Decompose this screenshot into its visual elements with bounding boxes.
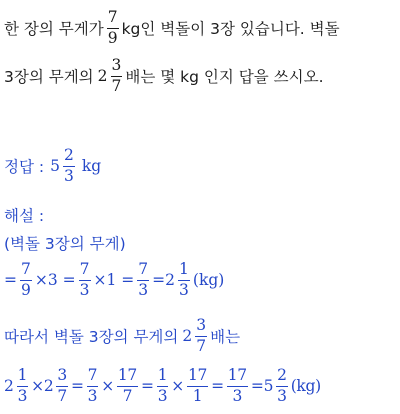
equation-1-result: 2 $\frac{1}{3}$ xyxy=(165,260,189,299)
line-3-mixed-number: 2 $\frac{3}{7}$ xyxy=(182,316,207,355)
answer-value: 5 $\frac{2}{3}$ xyxy=(50,146,74,185)
answer-label: 정답 : xyxy=(4,158,45,176)
solution-subheading-line xyxy=(4,232,126,254)
solution-line-3: 따라서 벽돌 3장의 무게의 2 $\frac{3}{7}$ 배는 xyxy=(4,316,241,355)
problem-line-2 xyxy=(4,58,324,94)
solution-subheading: (벽돌 3장의 무게) xyxy=(4,235,126,253)
problem-text-d: 배는 몇 kg 인지 답을 쓰시오. xyxy=(125,68,324,86)
solution-label-line xyxy=(4,204,44,226)
problem-text-a: 한 장의 무게가 xyxy=(4,20,104,38)
problem-text-b: kg인 벽돌이 3장 있습니다. 벽돌 xyxy=(121,20,340,38)
equation-1: = $\frac{7}{9}$ ×3 = $\frac{7}{3}$ ×1 = $\frac{7}{3}$ = 2 $\frac{1}{3}$ (kg) xyxy=(4,260,225,299)
problem-text-c: 3장의 무게의 xyxy=(4,68,94,86)
solution-label: 해설 : xyxy=(4,207,45,225)
weight-fraction: $\frac{7}{9}$ xyxy=(107,8,118,47)
multiplier-mixed-number: 2 $\frac{3}{7}$ xyxy=(97,56,122,95)
problem-line-1 xyxy=(4,10,340,46)
equation-2: 2 $\frac{1}{3}$ × 2 $\frac{3}{7}$ = $\frac{7}{3}$ × $\frac{17}{7}$ = $\frac{1}{3}$ × $\frac{17}{1}$ = $\frac{17}{3}$ = 5 $\frac{2}{3}$ (kg) xyxy=(4,366,321,405)
answer-unit: kg xyxy=(81,157,102,175)
equation-2-result: 5 $\frac{2}{3}$ xyxy=(263,366,287,405)
answer-line xyxy=(4,148,101,184)
